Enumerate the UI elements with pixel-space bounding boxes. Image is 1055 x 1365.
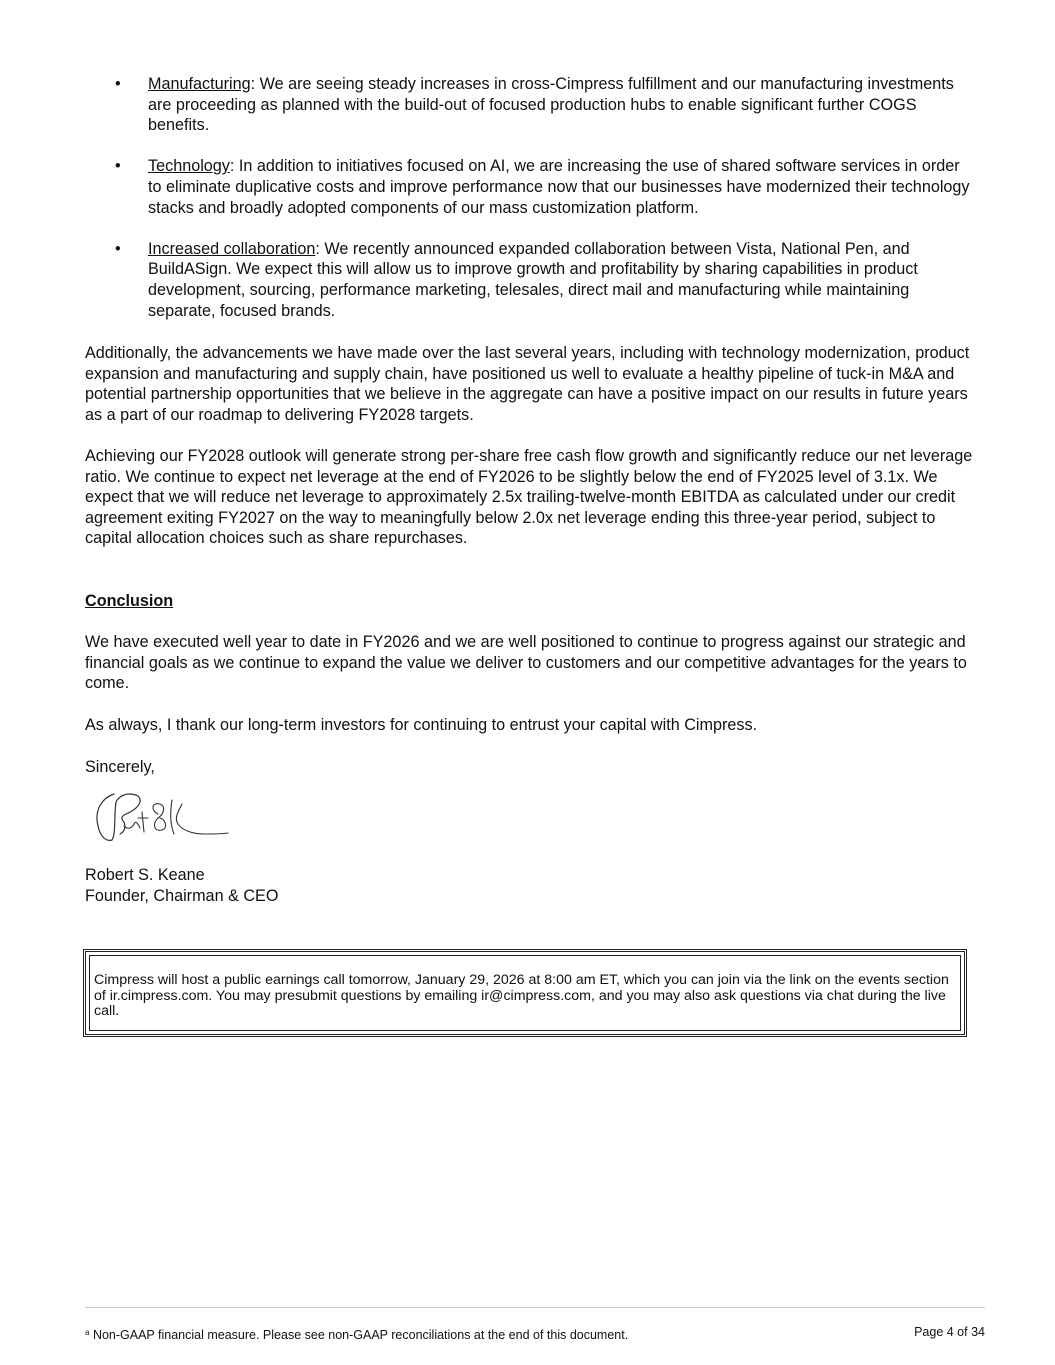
paragraph-achieving: Achieving our FY2028 outlook will generate strong per-share free cash flow growth and significantly reduce our net leverage ratio. We continue to expect net leverage at the end of FY2026 to be slightly below the end of FY2025 level of 3.1x. We expect that we will reduce net leverage to approximately 2.5x trailing-twelve-month EBITDA as calculated under our credit agreement exiting FY2027 on the way to meaningfully below 2.0x net leverage ending this three-year period, subject to capital allocation choices such as share repurchases. (85, 447, 973, 548)
paragraph-thanks: As always, I thank our long-term investors for continuing to entrust your capital with Cimpress. (85, 716, 758, 734)
bullet-text-collaboration: : We recently announced expanded collaboration between Vista, National Pen, and BuildASign. We expect this will allow us to improve growth and profitability by sharing capabilities in product development, sourcing, performance marketing, telesales, direct mail and manufacturing while maintaining separate, focused brands. (148, 239, 918, 320)
footer-divider (85, 1307, 985, 1308)
closing-sincerely: Sincerely, (85, 758, 155, 776)
bullet-dot: • (115, 239, 121, 258)
conclusion-heading: Conclusion (85, 592, 174, 610)
earnings-call-notice-box (83, 949, 967, 1037)
bullet-label-technology: Technology (148, 157, 230, 176)
bullet-dot: • (115, 157, 121, 176)
bullet-technology (85, 156, 975, 218)
signatory-title: Founder, Chairman & CEO (85, 887, 279, 905)
bullet-collaboration (85, 239, 975, 321)
footnote (85, 1325, 628, 1343)
page-number: Page 4 of 34 (914, 1325, 985, 1339)
footnote-text: Non-GAAP financial measure. Please see non-GAAP reconciliations at the end of this document. (92, 1328, 629, 1342)
bullet-text-technology: : In addition to initiatives focused on AI, we are increasing the use of shared software services in order to eliminate duplicative costs and improve performance now that our businesses have modernized their technology stacks and broadly adopted components of our mass customization platform. (148, 157, 970, 217)
earnings-call-notice-text: Cimpress will host a public earnings call tomorrow, January 29, 2026 at 8:00 am ET, which you can join via the link on the events section of ir.cimpress.com. You may presubmit questions by emailing ir@cimpress.com, and you may also ask questions via chat during the live call. (89, 955, 961, 1031)
footnote-marker: a (85, 1328, 90, 1337)
initiatives-bullet-list (85, 74, 975, 342)
bullet-dot: • (115, 75, 121, 93)
bullet-label-manufacturing: Manufacturing (148, 75, 251, 93)
bullet-manufacturing (85, 74, 975, 136)
bullet-text-manufacturing: : We are seeing steady increases in cross-Cimpress fulfillment and our manufacturing investments are proceeding as planned with the build-out of focused production hubs to enable significant further COGS benefits. (148, 75, 954, 135)
paragraph-executed: We have executed well year to date in FY2026 and we are well positioned to continue to progress against our strategic and financial goals as we continue to expand the value we deliver to customers and our competitive advantages for the years to come. (85, 633, 967, 693)
paragraph-additionally: Additionally, the advancements we have made over the last several years, including with technology modernization, product expansion and manufacturing and supply chain, have positioned us well to evaluate a healthy pipeline of tuck-in M&A and potential partnership opportunities that we believe in the aggregate can have a positive impact on our results in future years as a part of our roadmap to delivering FY2028 targets. (85, 344, 970, 424)
signatory-name: Robert S. Keane (85, 866, 205, 884)
signature-image (92, 784, 232, 850)
bullet-label-collaboration: Increased collaboration (148, 239, 316, 258)
